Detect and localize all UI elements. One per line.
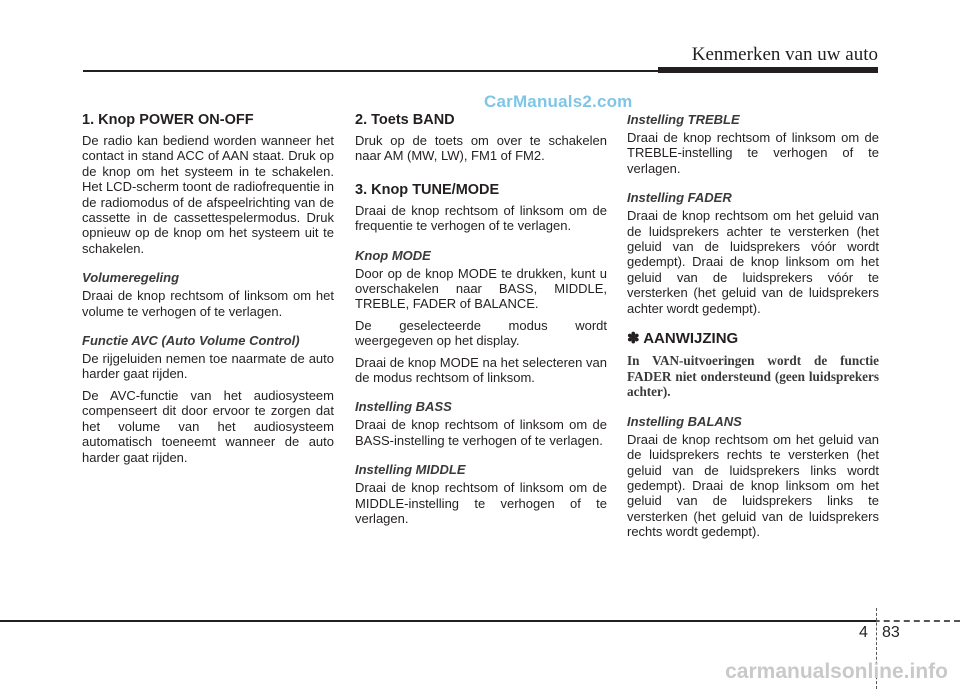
column-3 <box>627 112 879 540</box>
note-heading <box>627 330 879 348</box>
middle-title: Instelling MIDDLE <box>355 462 466 478</box>
middle-body: Draai de knop rechtsom of linksom om de MIDDLE-instelling te verhogen of te verlagen. <box>355 480 607 527</box>
column-2 <box>355 112 607 527</box>
volume-title: Volumeregeling <box>82 270 180 286</box>
header-title: Kenmerken van uw auto <box>691 44 878 65</box>
mode-body-1: Door op de knop MODE te drukken, kunt u overschakelen naar BASS, MIDDLE, TREBLE, FADER of BALANCE. <box>355 265 607 312</box>
balans-title: Instelling BALANS <box>627 413 742 429</box>
avc-body-1: De rijgeluiden nemen toe naarmate de auto harder gaat rijden. <box>82 351 334 382</box>
balans-body: Draai de knop rechtsom om het geluid van de luidsprekers rechts te versterken (het geluid van de luidsprekers links wordt gedempt). Draai de knop linksom om het geluid van de luidsprekers links te versterken (het geluid van de luidsprekers rechts wordt gedempt). <box>627 431 879 540</box>
mode-title: Knop MODE <box>355 247 431 263</box>
mode-body-2: De geselecteerde modus wordt weergegeven op het display. <box>355 317 607 349</box>
watermark-top: CarManuals2.com <box>484 92 633 111</box>
section-tune-body: Draai de knop rechtsom of linksom om de frequentie te verhogen of te verlagen. <box>355 202 607 234</box>
footer-rule-solid <box>0 620 876 622</box>
fader-body: Draai de knop rechtsom om het geluid van de luidsprekers achter te versterken (het geluid van de luidsprekers vóór wordt gedempt). Draai de knop linksom om het geluid van de luidsprekers vóór te versterken (het geluid van de luidsprekers achter wordt gedempt). <box>627 208 879 316</box>
section-power-title: 1. Knop POWER ON-OFF <box>82 112 254 128</box>
bass-title: Instelling BASS <box>355 399 452 415</box>
mode-body-3: Draai de knop MODE na het selecteren van de modus rechtsom of linksom. <box>355 354 607 386</box>
treble-body: Draai de knop rechtsom of linksom om de TREBLE-instelling te verhogen of te verlagen. <box>627 130 879 176</box>
column-1 <box>82 112 334 465</box>
treble-title: Instelling TREBLE <box>627 112 740 127</box>
section-band-body: Druk op de toets om over te schakelen naar AM (MW, LW), FM1 of FM2. <box>355 133 607 164</box>
avc-title: Functie AVC (Auto Volume Control) <box>82 333 300 349</box>
section-power-body: De radio kan bediend worden wanneer het contact in stand ACC of AAN staat. Druk op de knop om het systeem in te schakelen. Het LCD-scherm toont de radiofrequentie in de radiomodus of de afspeelrichting van de cassette in de cassettespelermodus. Druk opnieuw op de knop om het systeem uit te schakelen. <box>82 133 334 256</box>
asterisk-icon: ✽ <box>627 330 640 348</box>
page-number: 83 <box>882 624 900 641</box>
header-rule-thick <box>658 67 878 73</box>
note-title: AANWIJZING <box>643 330 739 348</box>
watermark-bottom: carmanualsonline.info <box>725 660 948 683</box>
bass-body: Draai de knop rechtsom of linksom om de BASS-instelling te verhogen of te verlagen. <box>355 417 607 448</box>
header-rule <box>83 70 658 72</box>
section-band-title: 2. Toets BAND <box>355 112 455 128</box>
note-body: In VAN-uitvoeringen wordt de functie FADER niet ondersteund (geen luidsprekers achter). <box>627 353 879 400</box>
section-tune-title: 3. Knop TUNE/MODE <box>355 181 500 198</box>
avc-body-2: De AVC-functie van het audiosysteem compenseert dit door ervoor te zorgen dat het volume van het audiosysteem automatisch toeneemt wanneer de auto harder gaat rijden. <box>82 387 334 465</box>
chapter-number: 4 <box>859 624 868 641</box>
fader-title: Instelling FADER <box>627 190 732 206</box>
volume-body: Draai de knop rechtsom of linksom om het volume te verhogen of te verlagen. <box>82 288 334 319</box>
